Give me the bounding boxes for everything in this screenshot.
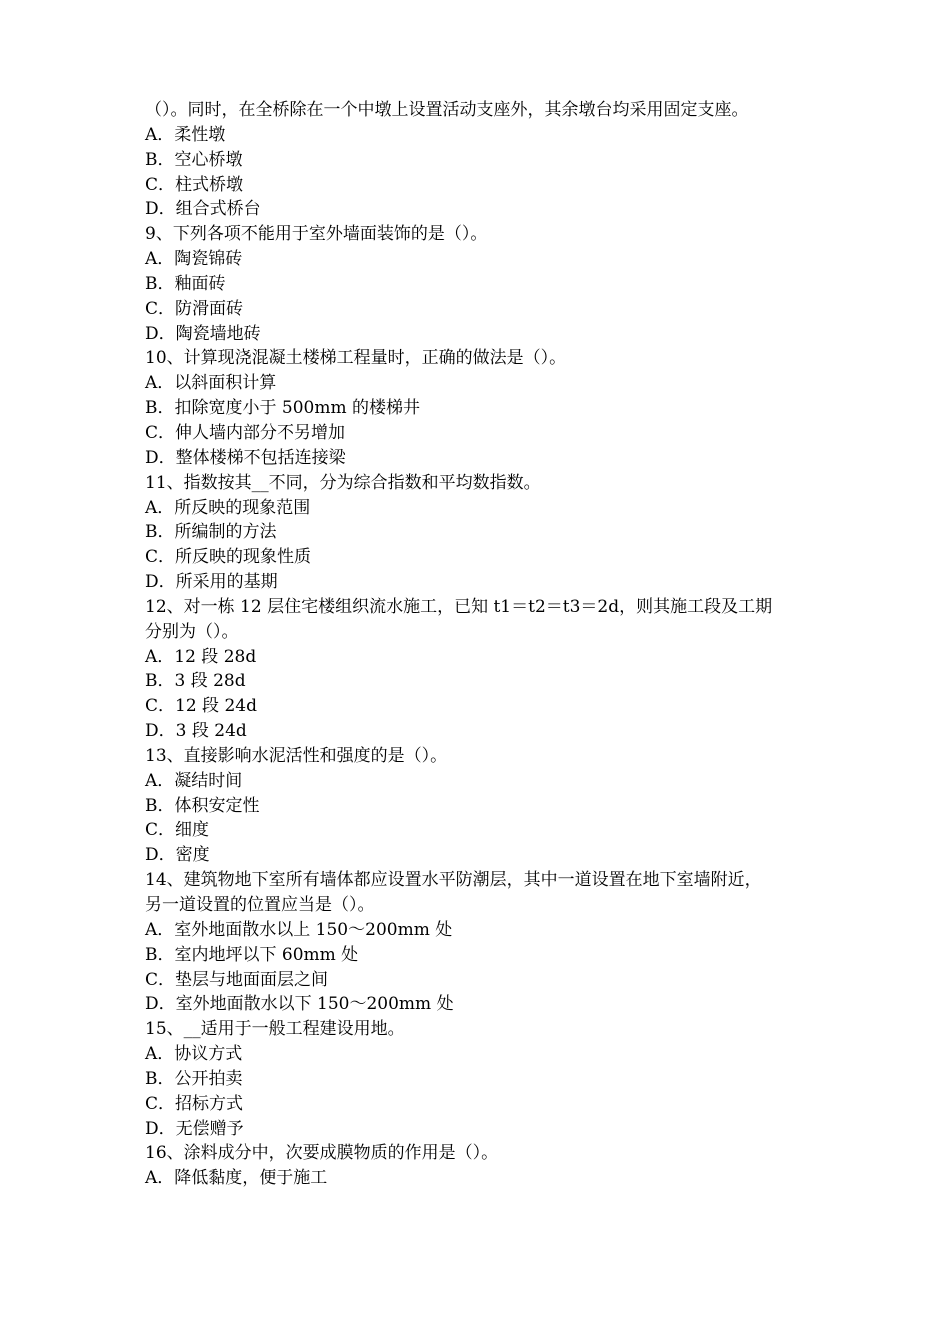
option-c: C．垫层与地面面层之间 — [145, 969, 329, 990]
option-d: D．所采用的基期 — [145, 572, 278, 593]
option-a: A．室外地面散水以上 150～200mm 处 — [145, 919, 453, 940]
option-a: A．协议方式 — [145, 1044, 243, 1065]
question-12-stem-continued: 分别为（）。 — [145, 621, 239, 642]
option-b: B．3 段 28d — [145, 671, 246, 692]
option-d: D．陶瓷墙地砖 — [145, 323, 261, 344]
option-a: A．降低黏度，便于施工 — [145, 1168, 328, 1189]
question-11-stem: 11、指数按其__不同，分为综合指数和平均数指数。 — [145, 472, 541, 493]
question-15-stem: 15、__适用于一般工程建设用地。 — [145, 1019, 405, 1040]
option-d: D．整体楼梯不包括连接梁 — [145, 447, 346, 468]
question-9-stem: 9、下列各项不能用于室外墙面装饰的是（）。 — [145, 224, 488, 245]
option-c: C．招标方式 — [145, 1093, 244, 1114]
option-d: D．无偿赠予 — [145, 1118, 244, 1139]
option-b: B．室内地坪以下 60mm 处 — [145, 944, 359, 965]
option-a: A．12 段 28d — [145, 646, 257, 667]
option-c: C．12 段 24d — [145, 696, 257, 717]
question-16-stem: 16、涂料成分中，次要成膜物质的作用是（）。 — [145, 1143, 499, 1164]
question-12-stem: 12、对一栋 12 层住宅楼组织流水施工，已知 t1＝t2＝t3＝2d，则其施工段及工期 — [145, 596, 773, 617]
option-b: B．空心桥墩 — [145, 149, 243, 170]
option-c: C．柱式桥墩 — [145, 174, 244, 195]
question-13-stem: 13、直接影响水泥活性和强度的是（）。 — [145, 745, 448, 766]
option-c: C．所反映的现象性质 — [145, 547, 312, 568]
document-page — [145, 98, 815, 1191]
option-b: B．扣除宽度小于 500mm 的楼梯井 — [145, 398, 420, 419]
question-14-stem: 14、建筑物地下室所有墙体都应设置水平防潮层，其中一道设置在地下室墙附近， — [145, 870, 762, 891]
option-d: D．室外地面散水以下 150～200mm 处 — [145, 994, 454, 1015]
option-b: B．公开拍卖 — [145, 1068, 243, 1089]
option-b: B．体积安定性 — [145, 795, 260, 816]
option-d: D．组合式桥台 — [145, 199, 261, 220]
question-8-stem-continued: （）。同时，在全桥除在一个中墩上设置活动支座外，其余墩台均采用固定支座。 — [145, 100, 749, 120]
option-a: A．陶瓷锦砖 — [145, 249, 243, 270]
option-b: B．所编制的方法 — [145, 522, 277, 543]
question-14-stem-continued: 另一道设置的位置应当是（）。 — [145, 895, 375, 915]
question-10-stem: 10、计算现浇混凝土楼梯工程量时，正确的做法是（）。 — [145, 348, 567, 369]
option-c: C．防滑面砖 — [145, 298, 244, 319]
option-a: A．凝结时间 — [145, 770, 243, 791]
option-c: C．伸人墙内部分不另增加 — [145, 422, 346, 443]
option-d: D．3 段 24d — [145, 721, 247, 742]
option-d: D．密度 — [145, 845, 210, 866]
option-c: C．细度 — [145, 820, 210, 841]
option-b: B．釉面砖 — [145, 273, 226, 294]
option-a: A．以斜面积计算 — [145, 373, 277, 394]
option-a: A．所反映的现象范围 — [145, 497, 311, 518]
option-a: A．柔性墩 — [145, 124, 226, 145]
